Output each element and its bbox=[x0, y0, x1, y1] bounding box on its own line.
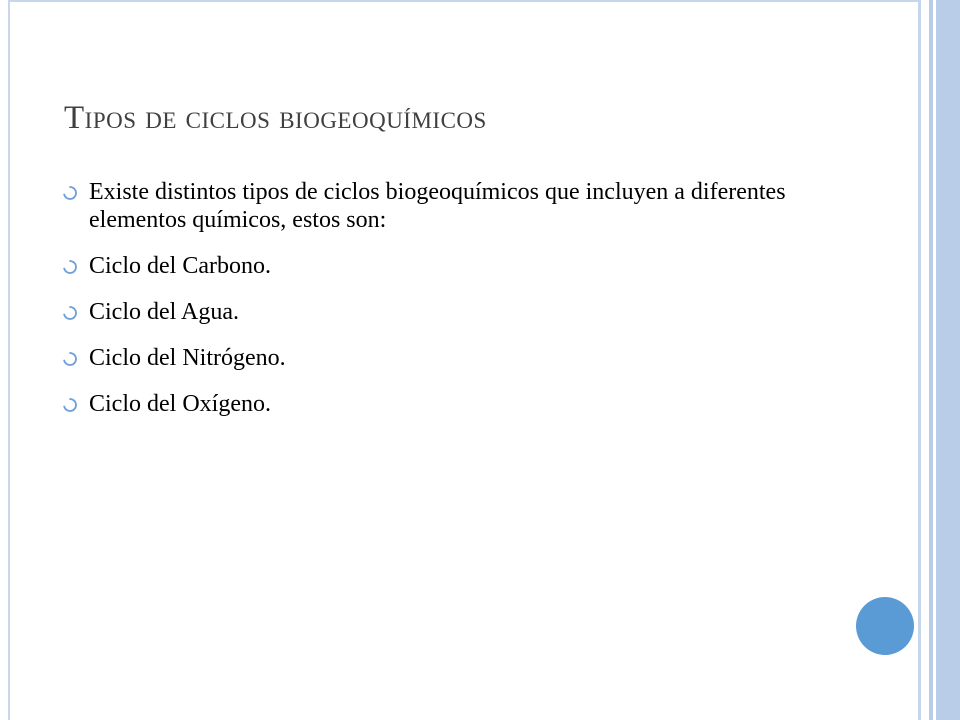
open-circle-arc-icon bbox=[62, 305, 78, 321]
list-item-text: Existe distintos tipos de ciclos biogeoquímicos que incluyen a diferentes elementos químicos, estos son: bbox=[89, 179, 786, 233]
list-item-text: Ciclo del Nitrógeno. bbox=[89, 345, 286, 371]
bullet-list bbox=[62, 178, 842, 436]
side-stripe-gap bbox=[921, 0, 929, 720]
list-item bbox=[62, 252, 842, 280]
open-circle-arc-icon bbox=[62, 397, 78, 413]
frame-left-border bbox=[8, 0, 10, 720]
list-item-text: Ciclo del Agua. bbox=[89, 299, 239, 325]
slide-title: Tipos de ciclos biogeoquímicos bbox=[64, 100, 487, 136]
open-circle-arc-icon bbox=[62, 351, 78, 367]
list-item-text: Ciclo del Carbono. bbox=[89, 253, 271, 279]
list-item bbox=[62, 178, 842, 234]
open-circle-arc-icon bbox=[62, 185, 78, 201]
decorative-circle bbox=[856, 597, 914, 655]
open-circle-arc-icon bbox=[62, 259, 78, 275]
frame-top-border bbox=[8, 0, 918, 2]
list-item-text: Ciclo del Oxígeno. bbox=[89, 391, 271, 417]
list-item bbox=[62, 390, 842, 418]
side-stripe bbox=[936, 0, 960, 720]
list-item bbox=[62, 298, 842, 326]
list-item bbox=[62, 344, 842, 372]
